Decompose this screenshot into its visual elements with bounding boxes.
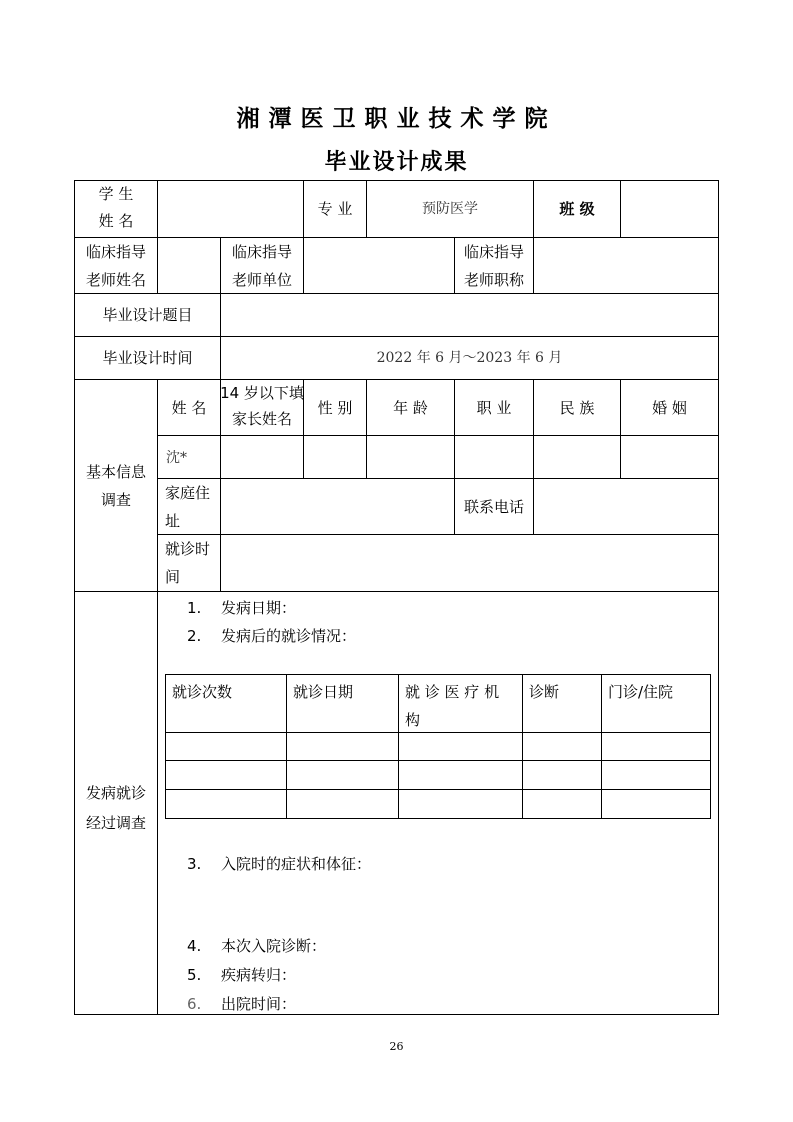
topic-label: 毕业设计题目 — [102, 306, 193, 324]
item-number: 6. — [187, 995, 202, 1013]
marital-column-label: 婚 姻 — [652, 399, 687, 417]
label-line: 址 — [165, 512, 181, 530]
major-label: 专 业 — [317, 200, 353, 218]
item-number: 3. — [187, 855, 202, 873]
label-line: 老师职称 — [463, 271, 524, 289]
table-header: 就诊日期 — [293, 683, 354, 701]
subtable-rule — [522, 674, 523, 819]
table-rule — [718, 180, 719, 1015]
major-value: 预防医学 — [422, 201, 478, 217]
table-rule — [157, 478, 719, 479]
phone-label: 联系电话 — [463, 498, 524, 516]
item-text: 出院时间： — [221, 995, 297, 1013]
item-3 — [187, 850, 371, 878]
item-text: 本次入院诊断： — [221, 937, 327, 955]
student-name-label — [75, 181, 157, 235]
label-line: 基本信息 — [85, 463, 146, 481]
item-text: 发病后的就诊情况： — [221, 627, 357, 645]
document-title: 毕业设计成果 — [324, 150, 469, 175]
table-rule — [157, 435, 719, 436]
label-line: 构 — [405, 711, 421, 729]
history-section-label — [75, 778, 157, 838]
table-rule — [74, 379, 719, 380]
basic-info-section-label — [75, 458, 157, 514]
ethnic-column-label: 民 族 — [559, 399, 595, 417]
tutor-unit-label — [221, 238, 303, 294]
table-rule — [74, 336, 719, 337]
item-number: 4. — [187, 937, 202, 955]
school-name: 湘潭医卫职业技术学院 — [236, 106, 557, 132]
table-rule — [74, 1014, 719, 1015]
class-label: 班 级 — [559, 200, 595, 218]
label-line: 间 — [165, 568, 181, 586]
label-line: 就 诊 医 疗 机 — [405, 683, 500, 701]
table-rule — [157, 237, 158, 293]
table-rule — [620, 180, 621, 237]
label-line: 经过调查 — [85, 814, 146, 832]
table-rule — [74, 293, 719, 294]
label-line: 发病就诊 — [85, 784, 146, 802]
visit-time-label — [165, 535, 210, 591]
item-2 — [187, 622, 356, 650]
table-rule — [157, 180, 158, 237]
table-rule — [74, 180, 719, 181]
table-rule — [157, 379, 158, 1014]
table-rule — [303, 237, 304, 293]
table-header — [405, 678, 499, 734]
item-number: 1. — [187, 599, 202, 617]
label-line: 学 生 — [98, 185, 134, 203]
label-line: 临床指导 — [85, 243, 146, 261]
label-line: 家长姓名 — [231, 410, 292, 428]
subtable-rule — [601, 674, 602, 819]
gender-column-label: 性 别 — [317, 399, 353, 417]
label-line: 临床指导 — [231, 243, 292, 261]
label-line: 14 岁以下填 — [220, 384, 304, 402]
page-number: 26 — [389, 1040, 404, 1053]
tutor-title-label — [455, 238, 533, 294]
label-line: 老师姓名 — [85, 271, 146, 289]
label-line: 家庭住 — [165, 484, 211, 502]
item-text: 疾病转归： — [221, 966, 297, 984]
patient-name-value: 沈* — [166, 450, 187, 466]
item-text: 入院时的症状和体征： — [221, 855, 372, 873]
time-value: 2022 年 6 月～2023 年 6 月 — [376, 350, 563, 366]
tutor-name-label — [75, 238, 157, 294]
item-number: 5. — [187, 966, 202, 984]
subtable-rule — [286, 674, 287, 819]
table-header: 诊断 — [529, 683, 560, 701]
time-label: 毕业设计时间 — [102, 349, 193, 367]
table-rule — [157, 534, 719, 535]
subtable-rule — [165, 674, 166, 819]
item-text: 发病日期： — [221, 599, 297, 617]
item-5 — [187, 961, 296, 989]
item-4 — [187, 932, 326, 960]
label-line: 临床指导 — [463, 243, 524, 261]
table-rule — [74, 591, 719, 592]
parent-name-column-label — [219, 380, 305, 432]
item-1 — [187, 594, 296, 622]
table-rule — [74, 237, 719, 238]
subtable-rule — [710, 674, 711, 819]
table-header: 就诊次数 — [172, 683, 233, 701]
table-rule — [533, 237, 534, 293]
item-number: 2. — [187, 627, 202, 645]
table-header: 门诊/住院 — [608, 683, 674, 701]
address-label — [165, 479, 210, 535]
subtable-rule — [398, 674, 399, 819]
job-column-label: 职 业 — [476, 399, 512, 417]
subtable-rule — [165, 760, 711, 761]
item-6 — [187, 990, 296, 1018]
subtable-rule — [165, 674, 711, 675]
age-column-label: 年 龄 — [393, 399, 428, 417]
name-column-label: 姓 名 — [171, 399, 207, 417]
label-line: 姓 名 — [98, 212, 134, 230]
label-line: 老师单位 — [231, 271, 292, 289]
label-line: 就诊时 — [165, 540, 211, 558]
label-line: 调查 — [100, 491, 131, 509]
subtable-rule — [165, 818, 711, 819]
subtable-rule — [165, 789, 711, 790]
